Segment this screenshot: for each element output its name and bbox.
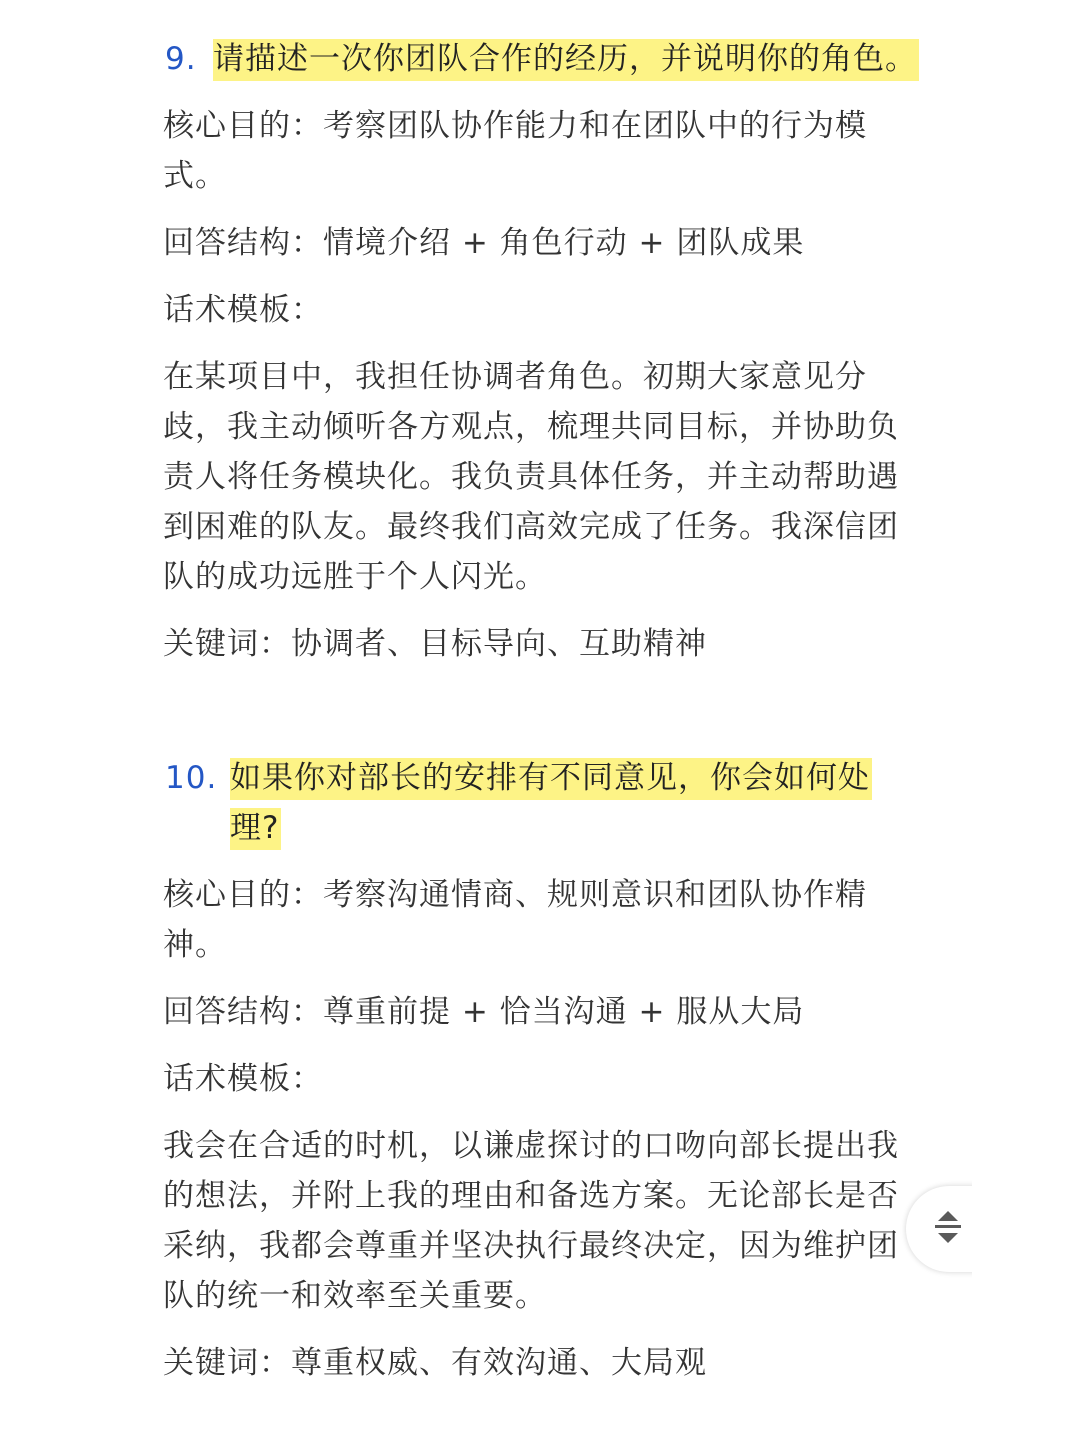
question-9-template-label: 话术模板： — [163, 292, 323, 328]
question-9-purpose: 核心目的：考察团队协作能力和在团队中的行为模式。 — [163, 108, 867, 194]
question-9-title: 请描述一次你团队合作的经历，并说明你的角色。 — [213, 39, 919, 81]
question-9-template: 在某项目中，我担任协调者角色。初期大家意见分歧，我主动倾听各方观点，梳理共同目标，并协助负责人将任务模块化。我负责具体任务，并主动帮助遇到困难的队友。最终我们高效完成了任务。我深信团队的成功远胜于个人闪光。 — [163, 359, 899, 595]
question-10-heading — [163, 753, 923, 853]
question-9-structure: 回答结构：情境介绍 + 角色行动 + 团队成果 — [163, 225, 805, 261]
article-content — [163, 34, 923, 1388]
question-10-keywords: 关键词：尊重权威、有效沟通、大局观 — [163, 1345, 707, 1381]
question-10-purpose: 核心目的：考察沟通情商、规则意识和团队协作精神。 — [163, 877, 867, 963]
question-10-template-label: 话术模板： — [163, 1061, 323, 1097]
question-9-title-wrap — [213, 34, 933, 84]
question-10-title: 如果你对部长的安排有不同意见，你会如何处理? — [230, 758, 872, 850]
question-9-keywords: 关键词：协调者、目标导向、互助精神 — [163, 626, 707, 662]
question-9-heading — [163, 34, 923, 84]
question-10-title-wrap — [230, 753, 880, 853]
question-9-number: 9. — [165, 41, 197, 77]
scroll-up-down-icon — [932, 1207, 964, 1251]
question-10-number: 10. — [165, 760, 218, 796]
question-10-template: 我会在合适的时机，以谦虚探讨的口吻向部长提出我的想法，并附上我的理由和备选方案。无论部长是否采纳，我都会尊重并坚决执行最终决定，因为维护团队的统一和效率至关重要。 — [163, 1128, 899, 1314]
scroll-button-edge-mask — [972, 1176, 1080, 1282]
question-10-structure: 回答结构：尊重前提 + 恰当沟通 + 服从大局 — [163, 994, 805, 1030]
